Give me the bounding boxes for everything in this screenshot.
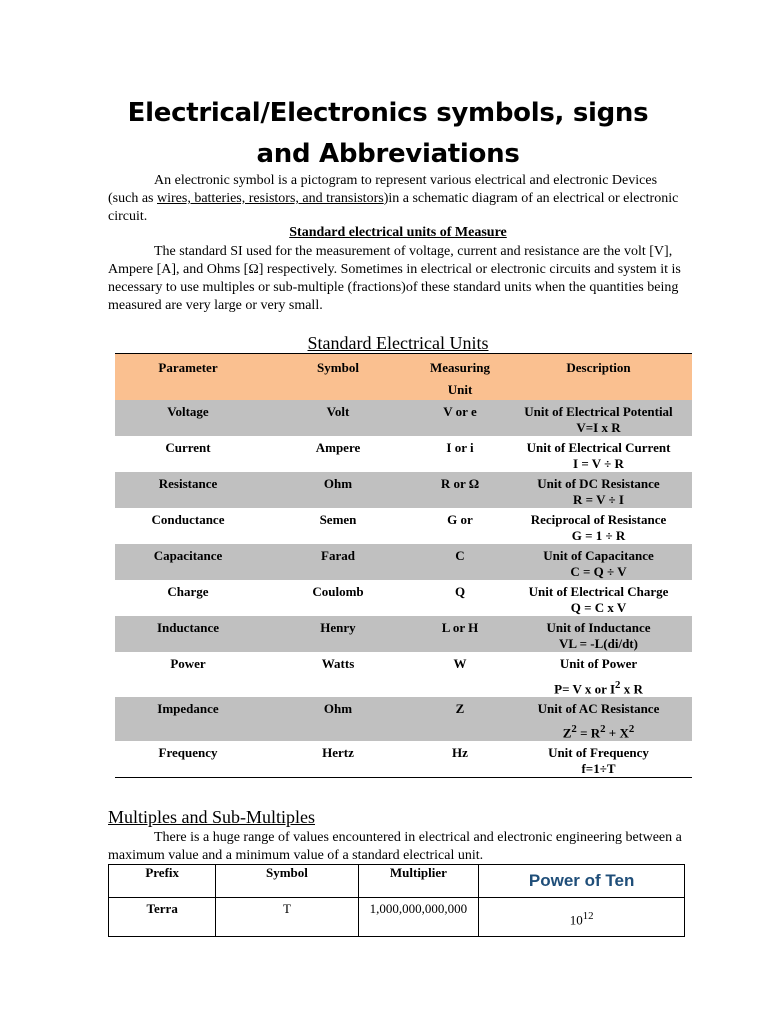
header-unit-line1: Measuring — [430, 360, 490, 375]
multiples-paragraph — [108, 829, 688, 865]
header-parameter: Parameter — [158, 360, 218, 375]
cell-parameter: Capacitance — [153, 547, 223, 563]
table-row — [115, 741, 692, 778]
cell-unit: Q — [454, 583, 466, 599]
cell-symbol: Coulomb — [312, 583, 364, 599]
cell-symbol: Semen — [319, 511, 357, 527]
cell-symbol: Henry — [320, 619, 356, 635]
formula-exponent: 2 — [600, 722, 606, 735]
description-text: Unit of Electrical Potential — [524, 403, 673, 419]
cell-unit: C — [455, 547, 465, 563]
cell-unit: V or e — [443, 403, 477, 419]
page-title: Electrical/Electronics symbols, signs and Abbreviations — [127, 98, 649, 169]
formula-text: R = V ÷ I — [573, 491, 624, 507]
intro-text-end: )in a schematic diagram of an electrical or electronic circuit. — [108, 191, 679, 224]
cell-unit: Z — [455, 700, 465, 716]
cell-parameter: Inductance — [156, 619, 220, 635]
units-table-header-row — [115, 354, 692, 400]
formula-part: + X — [605, 725, 629, 741]
cell-unit: Hz — [452, 745, 468, 761]
formula-text: I = V ÷ R — [573, 455, 624, 471]
cell-symbol: Hertz — [322, 745, 354, 761]
formula-part: P= V x or I — [554, 680, 616, 696]
cell-unit: L or H — [441, 619, 479, 635]
description-text: Unit of Electrical Charge — [528, 583, 669, 599]
cell-parameter: Impedance — [157, 700, 219, 716]
cell-description — [505, 741, 692, 778]
units-paragraph — [108, 243, 688, 315]
description-text: Unit of Capacitance — [543, 547, 654, 563]
cell-parameter: Charge — [167, 583, 209, 599]
cell-unit: G or — [447, 511, 473, 527]
table-row — [115, 544, 692, 580]
header-unit-line2: Unit — [447, 382, 473, 397]
description-text: Unit of Frequency — [548, 745, 649, 761]
intro-underlined-text: wires, batteries, resistors, and transistors — [157, 191, 384, 206]
prefix-table-header-row — [109, 865, 685, 898]
cell-parameter: Frequency — [158, 745, 218, 761]
cell-description — [505, 508, 692, 544]
cell-description — [505, 580, 692, 616]
cell-prefix: Terra — [109, 898, 216, 937]
formula-text — [505, 677, 692, 697]
header-prefix: Prefix — [109, 865, 216, 898]
cell-parameter: Current — [165, 439, 211, 455]
cell-description — [505, 544, 692, 580]
cell-parameter: Resistance — [158, 475, 218, 491]
cell-symbol: Ampere — [315, 439, 361, 455]
table-row — [115, 652, 692, 697]
formula-text: VL = -L(di/dt) — [559, 635, 638, 651]
multiples-heading: Multiples and Sub-Multiples — [108, 807, 315, 827]
cell-multiplier: 1,000,000,000,000 — [358, 898, 479, 937]
cell-symbol: Farad — [321, 547, 355, 563]
formula-text: G = 1 ÷ R — [571, 527, 626, 543]
units-paragraph-text: The standard SI used for the measurement of voltage, current and resistance are the volt [V], Ampere [A], and Ohms [Ω] respectively. Sometimes in electrical or electronic circuits and system it is necessary to use multiples or sub-multiple (fractions)of these standard units when the quantities being measured are very large or very small. — [108, 244, 681, 313]
units-table-title: Standard Electrical Units — [307, 333, 489, 353]
cell-parameter: Conductance — [151, 511, 225, 527]
units-table — [115, 353, 692, 778]
description-text: Unit of Power — [559, 655, 638, 671]
description-text: Reciprocal of Resistance — [530, 511, 667, 527]
cell-description — [505, 697, 692, 741]
cell-description — [505, 652, 692, 697]
cell-symbol: Volt — [326, 403, 350, 419]
cell-symbol: Watts — [321, 655, 355, 671]
header-symbol: Symbol — [317, 360, 359, 375]
formula-text: Q = C x V — [570, 599, 627, 615]
formula-part: Z — [562, 725, 572, 741]
formula-exponent: 2 — [571, 722, 577, 735]
cell-unit: W — [453, 655, 467, 671]
cell-power — [479, 898, 685, 937]
description-text: Unit of AC Resistance — [537, 700, 660, 716]
power-base: 10 — [569, 912, 583, 928]
cell-description — [505, 616, 692, 652]
table-row — [109, 898, 685, 937]
table-row — [115, 697, 692, 741]
cell-symbol: Ohm — [323, 475, 353, 491]
cell-unit: R or Ω — [440, 475, 480, 491]
cell-parameter: Power — [170, 655, 206, 671]
formula-text: f=1÷T — [581, 761, 616, 777]
cell-description — [505, 472, 692, 508]
description-text: Unit of Electrical Current — [526, 439, 671, 455]
intro-paragraph — [108, 172, 688, 226]
cell-symbol: Ohm — [323, 700, 353, 716]
formula-text: V=I x R — [576, 419, 621, 435]
table-row — [115, 580, 692, 616]
formula-part: = R — [576, 725, 601, 741]
cell-description — [505, 400, 692, 436]
header-power-of-ten: Power of Ten — [479, 865, 685, 898]
table-row — [115, 508, 692, 544]
intro-text: An electronic symbol is a pictogram to represent various electrical and electronic Devices (such as — [108, 173, 658, 206]
cell-description — [505, 436, 692, 472]
formula-text: C = Q ÷ V — [570, 563, 627, 579]
formula-text — [505, 721, 692, 741]
header-description: Description — [566, 360, 631, 375]
description-text: Unit of DC Resistance — [537, 475, 660, 491]
formula-exponent: 2 — [628, 722, 635, 735]
description-text: Unit of Inductance — [546, 619, 651, 635]
cell-unit: I or i — [446, 439, 474, 455]
cell-prefix-symbol: T — [216, 898, 358, 937]
table-row — [115, 400, 692, 436]
power-exponent: 12 — [582, 910, 594, 922]
table-row — [115, 616, 692, 652]
multiples-paragraph-text: There is a huge range of values encountered in electrical and electronic engineering between a maximum value and a minimum value of a standard electrical unit. — [108, 830, 682, 863]
cell-parameter: Voltage — [167, 403, 209, 419]
header-prefix-symbol: Symbol — [216, 865, 358, 898]
header-multiplier: Multiplier — [358, 865, 479, 898]
header-measuring-unit — [415, 354, 505, 400]
formula-part: x R — [620, 680, 643, 696]
section-heading-units: Standard electrical units of Measure — [289, 225, 507, 240]
table-row — [115, 436, 692, 472]
formula-exponent: 2 — [615, 678, 621, 691]
prefix-table — [108, 864, 685, 937]
table-row — [115, 472, 692, 508]
